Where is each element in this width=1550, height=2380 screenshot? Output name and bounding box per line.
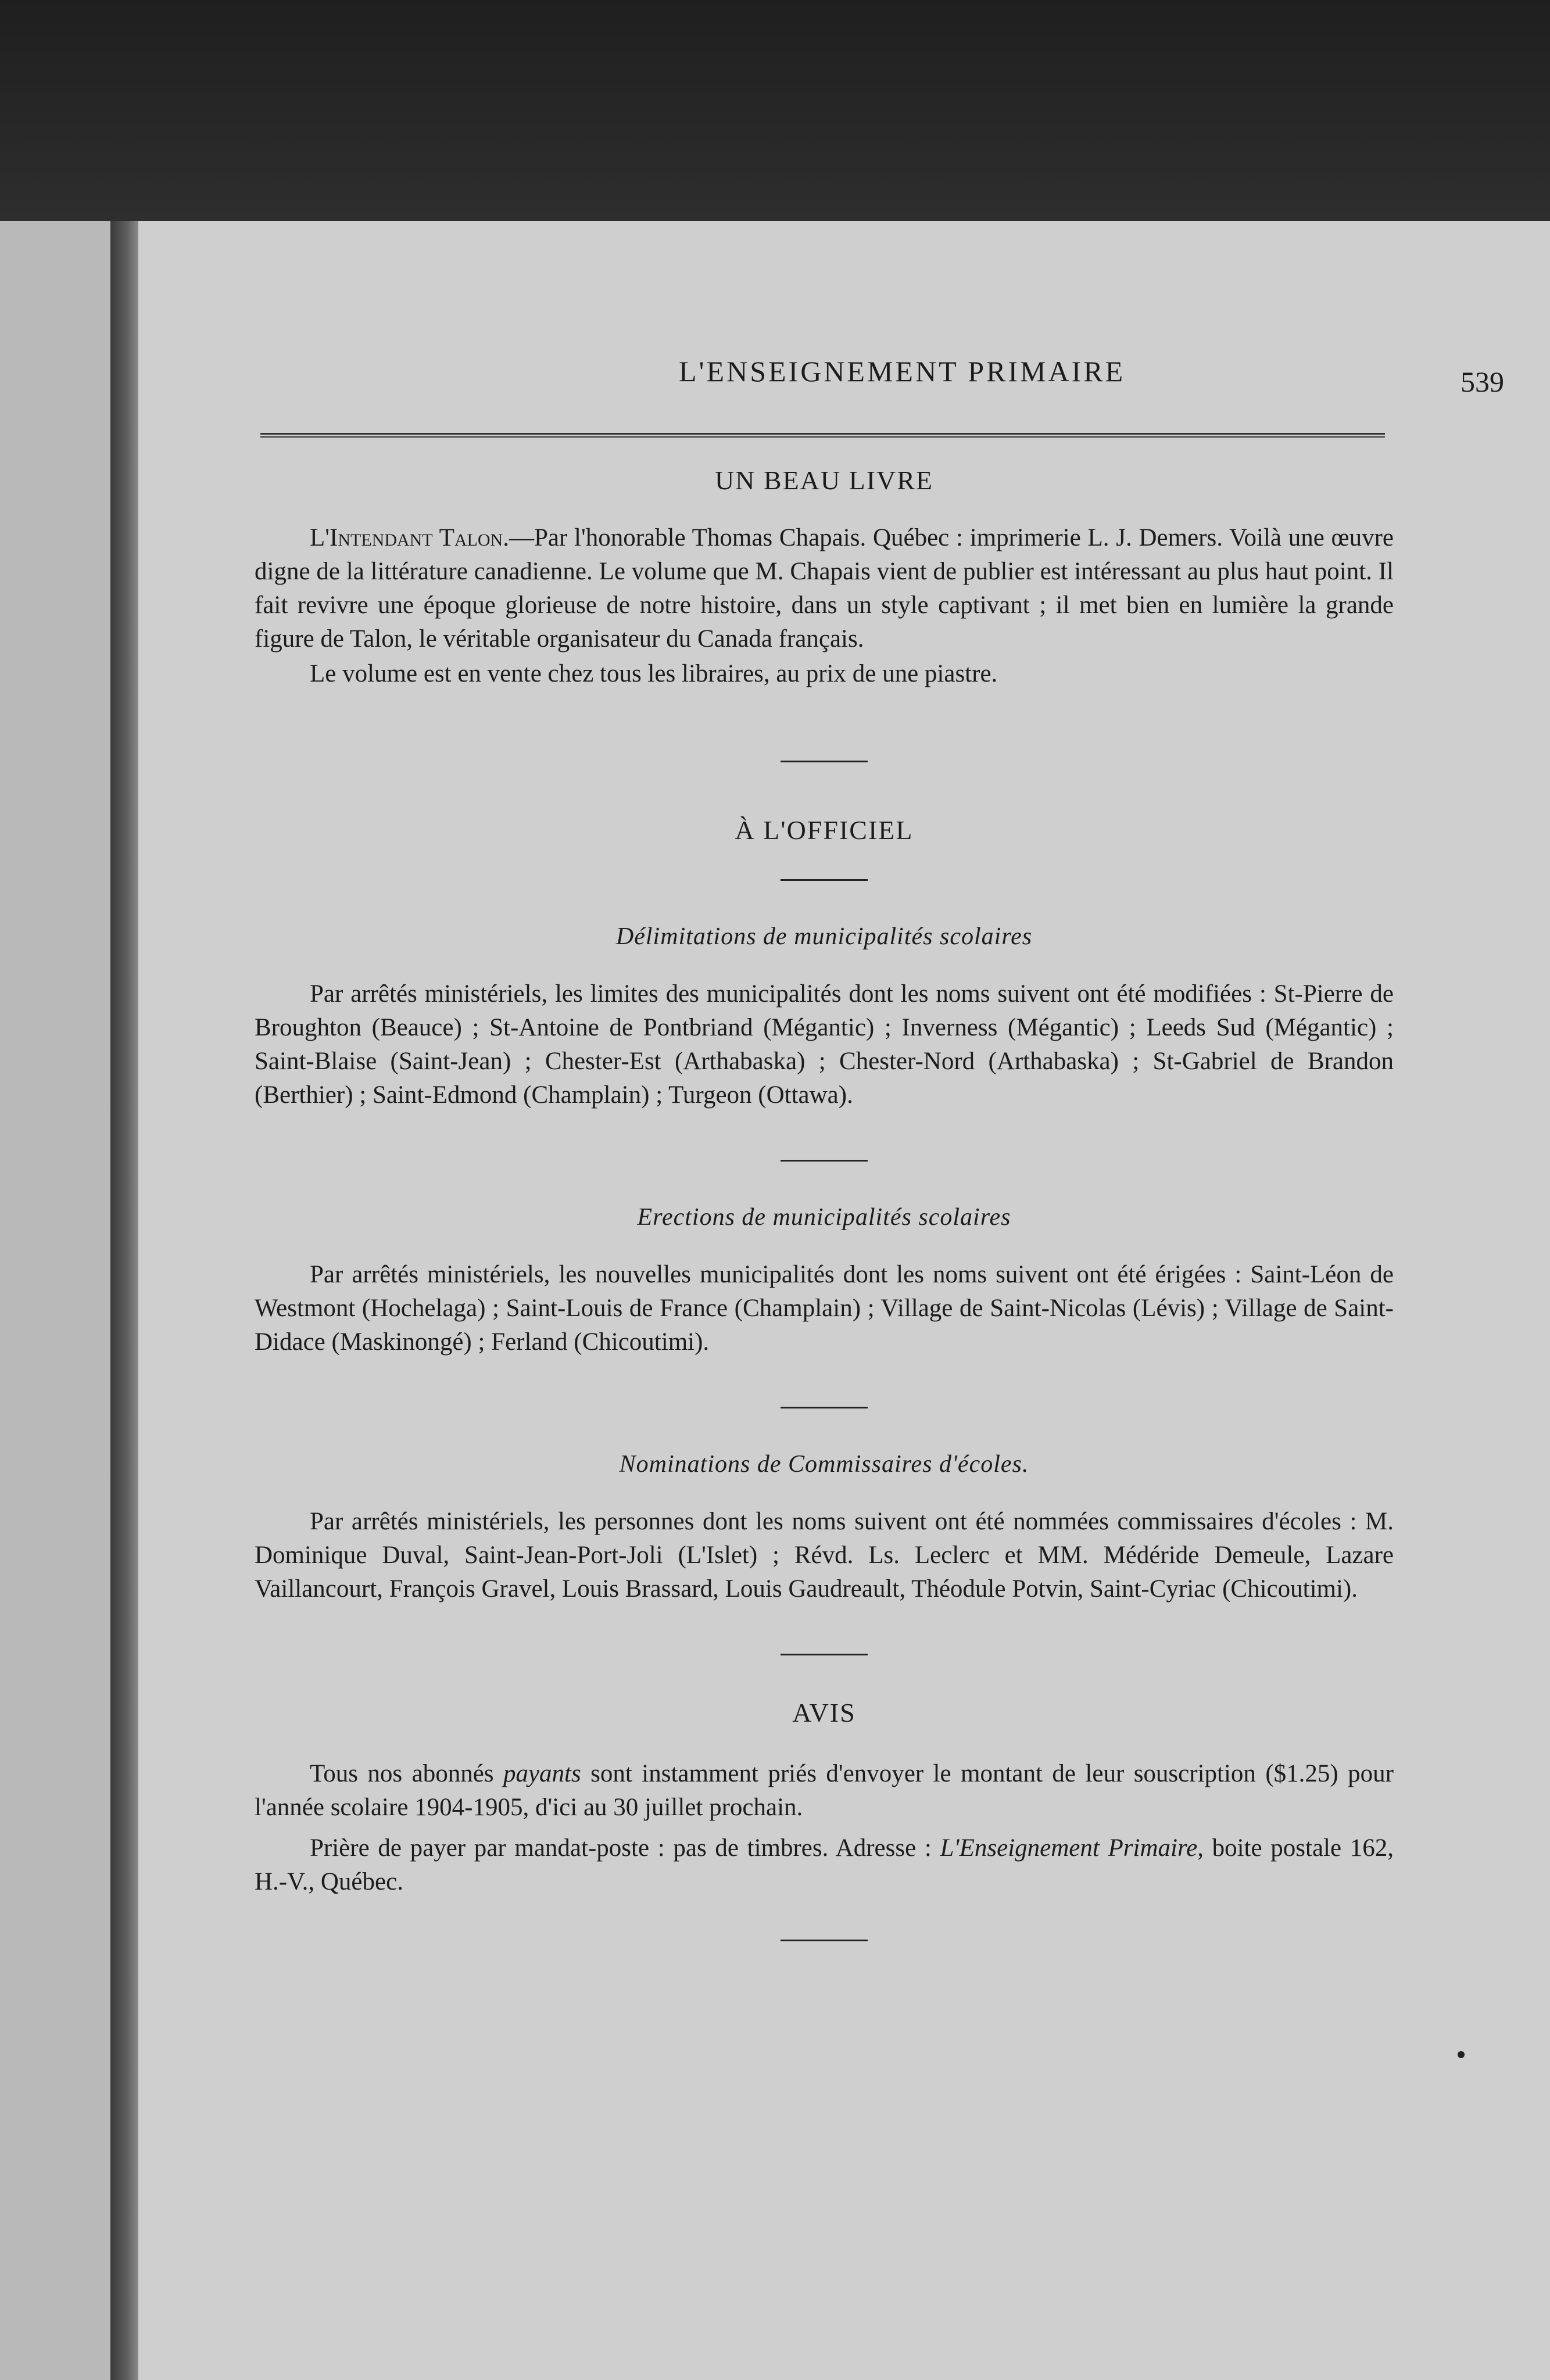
page — [138, 221, 1550, 2380]
facing-page-edge — [0, 221, 110, 2380]
avis-p1-start: Tous nos abonnés — [310, 1760, 503, 1787]
page-number: 539 — [1460, 365, 1504, 398]
review-paragraph — [255, 521, 1394, 656]
dark-background — [0, 0, 1550, 221]
nominations-paragraph: Par arrêtés ministériels, les personnes dont les noms suivent ont été nommées commissaires d'écoles : M. Dominique Duval, Saint-Jean-Port-Joli (L'Islet) ; Révd. Ls. Leclerc et MM. Médéride Demeule, Lazare Vaillancourt, François Gravel, Louis Brassard, Louis Gaudreault, Théodule Potvin, Saint-Cyriac (Chicoutimi). — [255, 1508, 1394, 1603]
avis-p2-start: Prière de payer par mandat-poste : pas de timbres. Adresse : — [310, 1834, 940, 1862]
section-divider — [781, 1940, 868, 1941]
avis-p1-end: sont instamment priés d'envoyer le montant de leur souscription ($1.25) pour l'année scolaire 1904-1905, d'ici au 30 juillet prochain. — [255, 1760, 1394, 1821]
header-rule — [260, 433, 1385, 438]
page-content — [255, 465, 1394, 1941]
section-divider — [781, 761, 868, 762]
erections-paragraph: Par arrêtés ministériels, les nouvelles municipalités dont les noms suivent ont été érigées : Saint-Léon de Westmont (Hochelaga) ; Saint-Louis de France (Champlain) ; Village de Saint-Nicolas (Lévis) ; Village de Saint-Didace (Maskinongé) ; Ferland (Chicoutimi). — [255, 1261, 1394, 1356]
section-title-avis: AVIS — [792, 1698, 856, 1727]
subsection-title-erections: Erections de municipalités scolaires — [637, 1204, 1011, 1231]
page-header — [260, 354, 1527, 401]
ink-speck — [1458, 2051, 1465, 2058]
section-divider — [781, 1407, 868, 1408]
avis-paragraph-2 — [255, 1831, 1394, 1899]
subsection-title-nominations: Nominations de Commissaires d'écoles. — [619, 1451, 1029, 1478]
section-divider — [781, 879, 868, 881]
avis-p2-italic: L'Enseignement Primaire, — [940, 1834, 1204, 1862]
section-title-officiel: À L'OFFICIEL — [735, 815, 914, 845]
delimitations-paragraph: Par arrêtés ministériels, les limites des municipalités dont les noms suivent ont été modifiées : St-Pierre de Broughton (Beauce) ; St-Antoine de Pontbriand (Mégantic) ; Inverness (Mégantic) ; Leeds Sud (Mégantic) ; Saint-Blaise (Saint-Jean) ; Chester-Est (Arthabaska) ; Chester-Nord (Arthabaska) ; St-Gabriel de Brandon (Berthier) ; Saint-Edmond (Champlain) ; Turgeon (Ottawa). — [255, 980, 1394, 1109]
avis-p1-italic: payants — [503, 1760, 581, 1787]
section-divider — [781, 1654, 868, 1655]
book-title-lead: L'Intendant Talon. — [310, 524, 509, 551]
section-title-beau-livre: UN BEAU LIVRE — [714, 465, 934, 495]
section-divider — [781, 1160, 868, 1162]
book-gutter — [110, 221, 138, 2380]
review-text: —Par l'honorable Thomas Chapais. Québec : imprimerie L. J. Demers. Voilà une œuvre digne de la littérature canadienne. Le volume que M. Chapais vient de publier est intéressant au plus haut point. Il fait revivre une époque glorieuse de notre histoire, dans un style captivant ; il met bien en lumière la grande figure de Talon, le véritable organisateur du Canada français. — [255, 524, 1394, 653]
avis-paragraph-1 — [255, 1757, 1394, 1825]
running-title: L'ENSEIGNEMENT PRIMAIRE — [679, 355, 1126, 388]
subsection-title-delimitations: Délimitations de municipalités scolaires — [615, 923, 1033, 950]
avis-p2-end: boite postale 162, H.-V., Québec. — [255, 1834, 1394, 1895]
sale-paragraph: Le volume est en vente chez tous les libraires, au prix de une piastre. — [310, 660, 998, 687]
